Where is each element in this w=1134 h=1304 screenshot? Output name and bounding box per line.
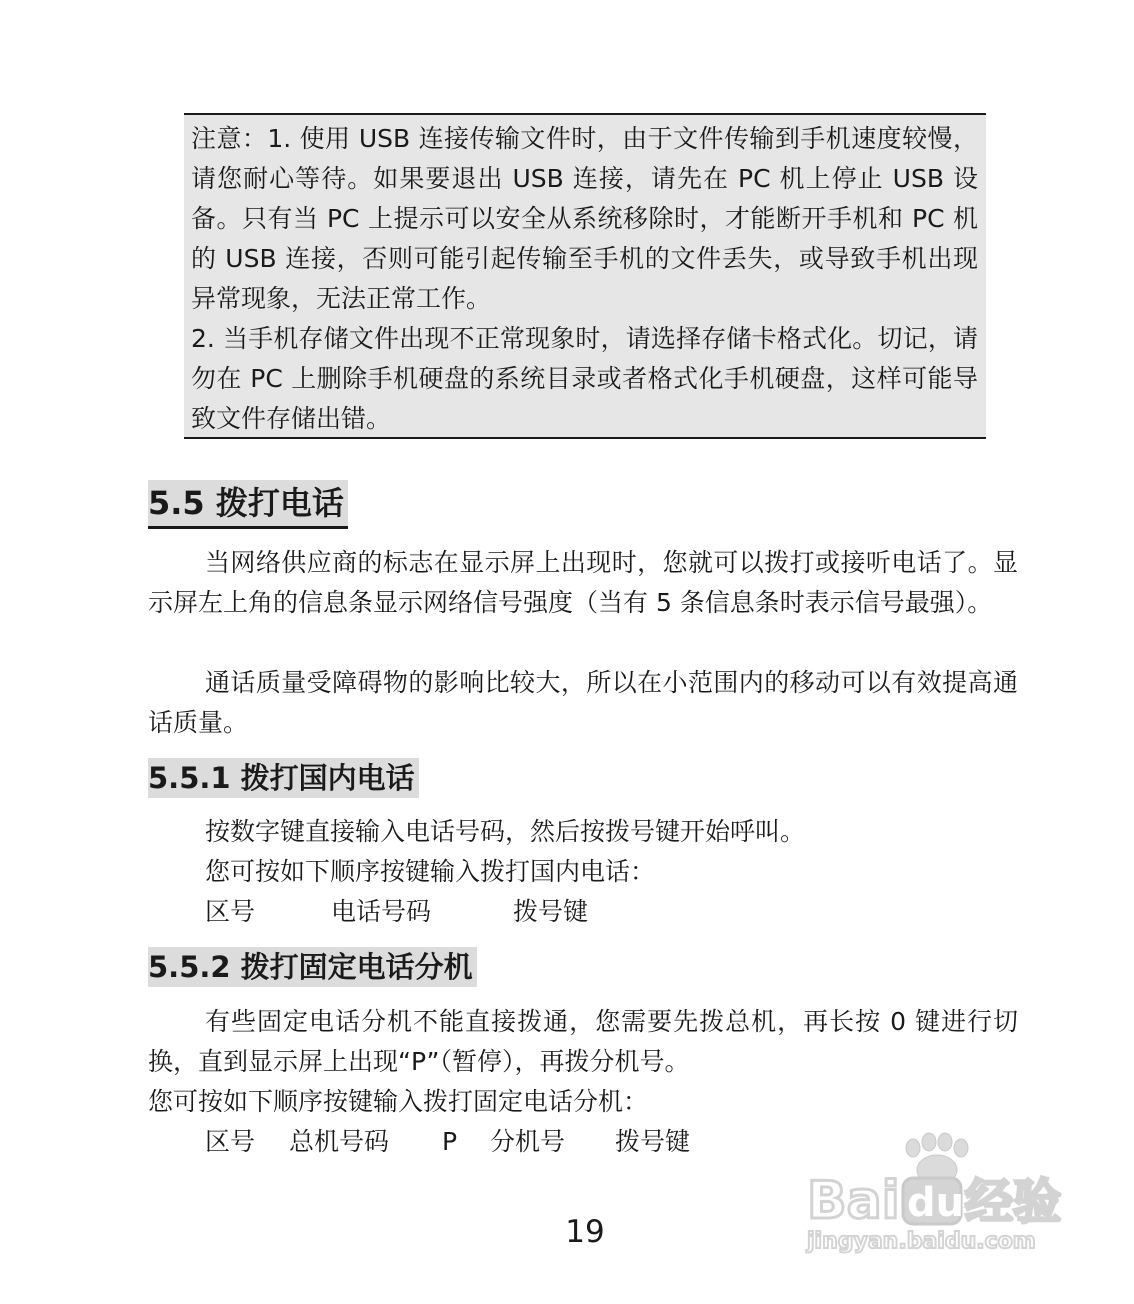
section-heading-dialing: 5.5 拨打电话 [148,480,348,529]
domestic-instruction: 按数字键直接输入电话号码，然后按拨号键开始呼叫。 [205,817,806,846]
svg-text:jingyan.baidu.com: jingyan.baidu.com [807,1229,1036,1254]
sequence-step: 区号 [205,1127,256,1156]
sequence-step: 拨号键 [513,897,589,926]
sequence-step: P [442,1127,458,1156]
sequence-step: 总机号码 [289,1127,390,1156]
note-paragraph-2: 2. 当手机存储文件出现不正常现象时，请选择存储卡格式化。切记，请勿在 PC 上删除手机硬盘的系统目录或者格式化手机硬盘，这样可能导致文件存储出错。 [191,324,978,433]
note-paragraph-1: 注意：1. 使用 USB 连接传输文件时，由于文件传输到手机速度较慢，请您耐心等待。如果要退出 USB 连接，请先在 PC 机上停止 USB 设备。只有当 PC 上提示可以安全从系统移除时，才能断开手机和 PC 机的 USB 连接，否则可能引起传输至手机的文件丢失，或导致手机出现异常现象，无法正常工作。 [191,124,978,313]
svg-text:经验: 经验 [965,1174,1062,1230]
svg-text:du: du [907,1180,965,1226]
extension-paragraph: 有些固定电话分机不能直接拨通，您需要先拨总机，再长按 0 键进行切换，直到显示屏上出现“P”（暂停），再拨分机号。 [148,1007,1018,1076]
sequence-step: 分机号 [490,1127,566,1156]
svg-text:Bai: Bai [807,1171,900,1231]
sequence-step: 区号 [205,897,256,926]
paw-logo-icon [805,1130,1075,1260]
usb-caution-note [184,113,986,439]
baidu-jingyan-watermark [805,1130,1075,1260]
extension-sequence-intro: 您可按如下顺序按键输入拨打固定电话分机： [148,1087,649,1116]
sequence-step: 拨号键 [615,1127,691,1156]
domestic-sequence-intro: 您可按如下顺序按键输入拨打国内电话： [205,857,656,886]
subsection-heading-domestic: 5.5.1 拨打国内电话 [148,758,419,798]
page-number: 19 [565,1214,605,1250]
sequence-step: 电话号码 [331,897,432,926]
section-paragraph-2: 通话质量受障碍物的影响比较大，所以在小范围内的移动可以有效提高通话质量。 [148,668,1018,737]
subsection-heading-extension: 5.5.2 拨打固定电话分机 [148,947,477,987]
section-paragraph-1: 当网络供应商的标志在显示屏上出现时，您就可以拨打或接听电话了。显示屏左上角的信息条显示网络信号强度（当有 5 条信息条时表示信号最强）。 [148,548,1018,617]
domestic-key-sequence [0,892,1134,932]
